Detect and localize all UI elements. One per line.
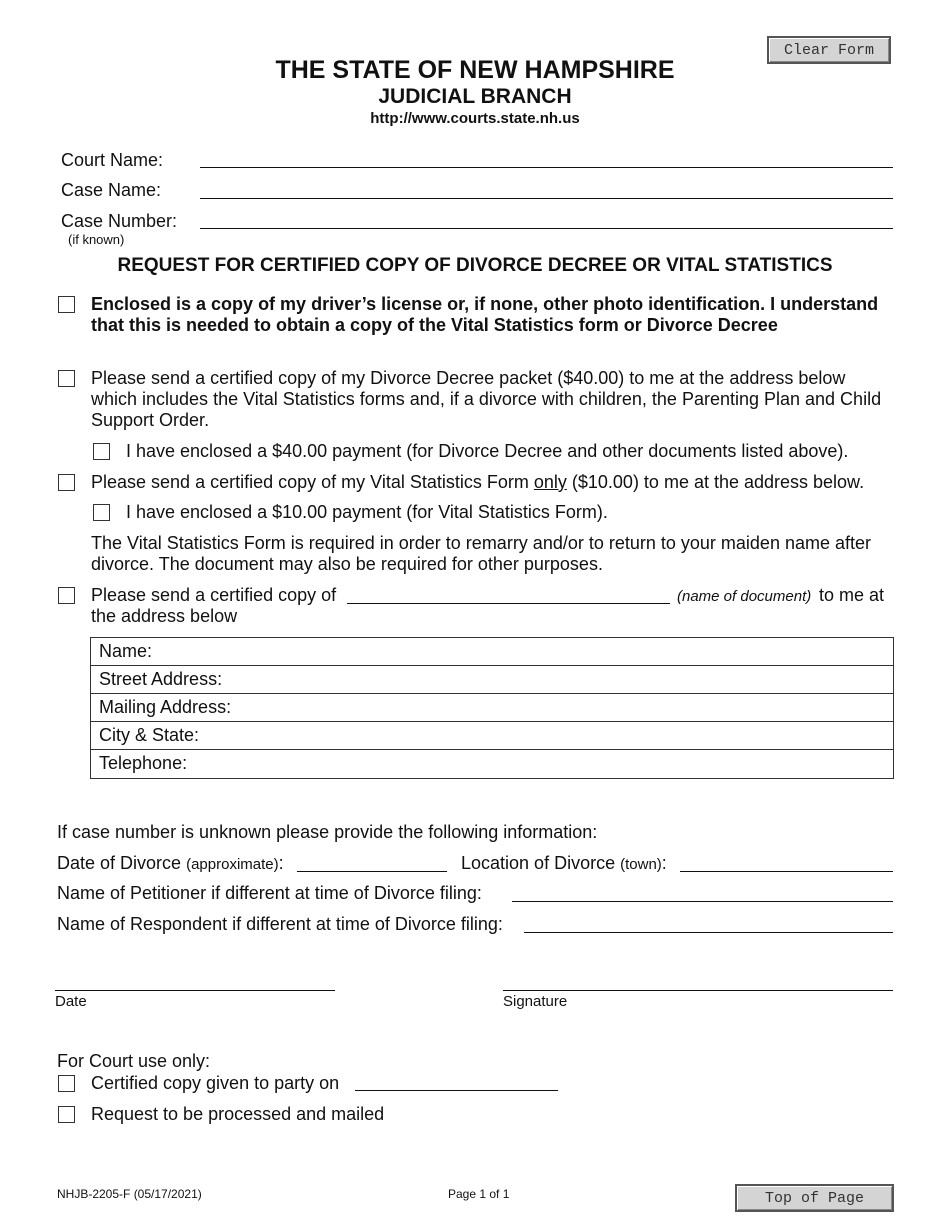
unknown-intro: If case number is unknown please provide the following information: (57, 822, 598, 842)
respondent-label: Name of Respondent if different at time of Divorce filing: (57, 914, 503, 934)
address-mailing-row[interactable] (91, 694, 893, 722)
case-name-label: Case Name: (61, 180, 162, 200)
process-mailed-checkbox[interactable] (58, 1106, 75, 1123)
address-street-row[interactable] (91, 666, 893, 694)
court-name-field[interactable] (200, 167, 893, 168)
branch-title: JUDICIAL BRANCH (378, 85, 572, 108)
other-document-post: to me at (819, 585, 885, 605)
divorce-date-colon: : (278, 853, 284, 873)
case-number-field[interactable] (200, 228, 893, 229)
date-signature-line[interactable] (55, 990, 335, 991)
address-table (90, 637, 894, 779)
court-use-title: For Court use only: (57, 1051, 211, 1071)
other-document-field[interactable] (347, 603, 670, 604)
clear-form-button[interactable]: Clear Form (767, 36, 891, 64)
date-label: Date (55, 993, 87, 1010)
vital-stats-only: only (533, 472, 567, 492)
payment-10-checkbox[interactable] (93, 504, 110, 521)
address-street-label: Street Address: (99, 669, 223, 689)
divorce-location-text: Location of Divorce (461, 853, 616, 873)
if-known-note: (if known) (68, 232, 125, 247)
state-title: THE STATE OF NEW HAMPSHIRE (275, 56, 675, 84)
other-document-post2: the address below (91, 606, 238, 626)
payment-40-checkbox[interactable] (93, 443, 110, 460)
payment-10-text: I have enclosed a $10.00 payment (for Vital Statistics Form). (126, 502, 608, 522)
page-number: Page 1 of 1 (448, 1187, 510, 1201)
signature-label: Signature (503, 993, 568, 1010)
vital-stats-note: The Vital Statistics Form is required in order to remarry and/or to return to your maiden name after divorce. The document may also be required for other purposes. (91, 533, 871, 574)
vital-stats-text-post: ($10.00) to me at the address below. (566, 472, 865, 492)
divorce-location-colon: : (661, 853, 667, 873)
address-name-row[interactable] (91, 638, 893, 666)
payment-40-text: I have enclosed a $40.00 payment (for Divorce Decree and other documents listed above). (126, 441, 849, 461)
divorce-date-label (57, 853, 284, 874)
decree-packet-checkbox[interactable] (58, 370, 75, 387)
address-city-label: City & State: (99, 725, 200, 745)
petitioner-field[interactable] (512, 901, 893, 902)
enclosed-id-text: Enclosed is a copy of my driver’s license or, if none, other photo identification. I understand that this is needed to obtain a copy of the Vital Statistics form or Divorce Decree (91, 294, 879, 335)
other-document-hint: (name of document) (677, 588, 812, 605)
copy-given-date-field[interactable] (355, 1090, 558, 1091)
process-mailed-text: Request to be processed and mailed (91, 1104, 385, 1124)
respondent-field[interactable] (524, 932, 893, 933)
case-name-field[interactable] (200, 198, 893, 199)
form-id: NHJB-2205-F (05/17/2021) (57, 1187, 202, 1201)
signature-line[interactable] (503, 990, 893, 991)
divorce-location-field[interactable] (680, 871, 893, 872)
address-city-row[interactable] (91, 722, 893, 750)
divorce-location-label (461, 853, 667, 874)
address-telephone-row[interactable] (91, 750, 893, 778)
copy-given-checkbox[interactable] (58, 1075, 75, 1092)
decree-packet-text: Please send a certified copy of my Divorce Decree packet ($40.00) to me at the address below which includes the Vital Statistics forms and, if a divorce with children, the Parenting Plan and Child Support Order. (91, 368, 882, 430)
case-number-label: Case Number: (61, 211, 178, 231)
divorce-date-field[interactable] (297, 871, 447, 872)
vital-stats-text-pre: Please send a certified copy of my Vital Statistics Form (91, 472, 534, 492)
copy-given-text: Certified copy given to party on (91, 1073, 340, 1093)
address-mailing-label: Mailing Address: (99, 697, 232, 717)
address-name-label: Name: (99, 641, 153, 661)
other-document-checkbox[interactable] (58, 587, 75, 604)
vital-stats-checkbox[interactable] (58, 474, 75, 491)
divorce-date-hint: (approximate) (186, 856, 279, 873)
court-url: http://www.courts.state.nh.us (370, 110, 580, 127)
other-document-pre: Please send a certified copy of (91, 585, 337, 605)
address-telephone-label: Telephone: (99, 753, 188, 773)
petitioner-label: Name of Petitioner if different at time of Divorce filing: (57, 883, 482, 903)
divorce-location-hint: (town) (620, 856, 662, 873)
divorce-date-text: Date of Divorce (57, 853, 182, 873)
form-title: REQUEST FOR CERTIFIED COPY OF DIVORCE DECREE OR VITAL STATISTICS (117, 255, 833, 276)
top-of-page-button[interactable]: Top of Page (735, 1184, 894, 1212)
enclosed-id-checkbox[interactable] (58, 296, 75, 313)
vital-stats-text (91, 472, 864, 493)
court-name-label: Court Name: (61, 150, 164, 170)
